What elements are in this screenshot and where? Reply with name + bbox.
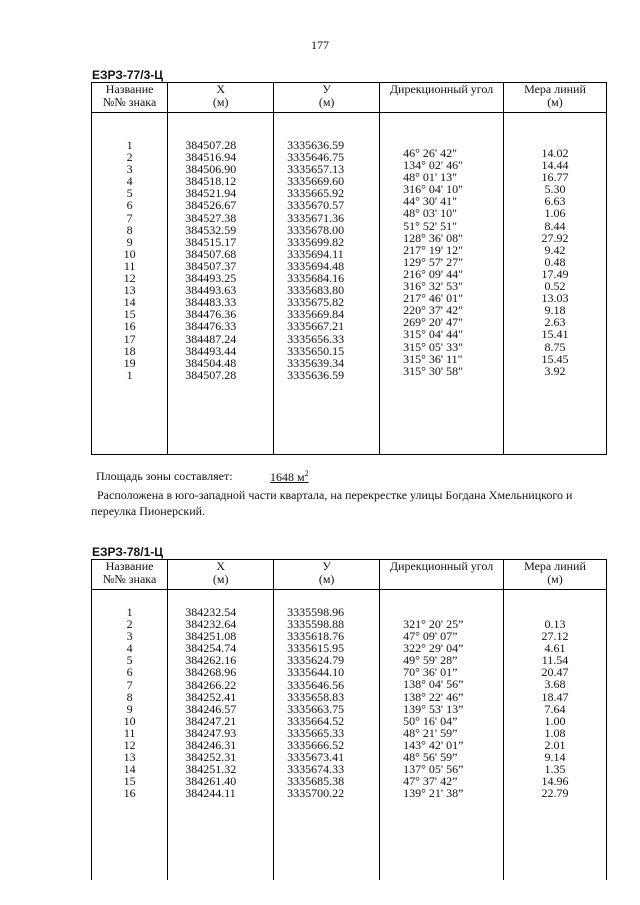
x-value: 384251.08 — [185, 629, 237, 644]
x-value: 384252.41 — [185, 689, 237, 704]
line-length: 20.47 — [541, 665, 569, 680]
point-number: 13 — [123, 750, 136, 765]
direction-angle: 315° 04' 44" — [403, 327, 463, 342]
y-value: 3335670.57 — [287, 198, 345, 213]
y-value: 3335685.38 — [287, 774, 345, 789]
direction-angle: 44° 30' 41" — [403, 194, 457, 209]
x-value: 384516.94 — [185, 150, 237, 165]
y-value: 3335665.92 — [287, 186, 345, 201]
x-value: 384527.38 — [185, 210, 237, 225]
line-length: 3.68 — [544, 677, 566, 692]
point-number: 16 — [123, 786, 136, 801]
header-y: У (м) — [274, 83, 380, 113]
y-value: 3335675.82 — [287, 295, 345, 310]
line-length: 0.52 — [544, 279, 566, 294]
x-value: 384532.59 — [185, 222, 237, 237]
point-number: 1 — [126, 605, 133, 619]
point-number: 2 — [126, 150, 133, 165]
x-value: 384487.24 — [185, 331, 237, 346]
x-value: 384507.37 — [185, 258, 237, 273]
direction-angle: 315° 05' 33" — [403, 339, 463, 354]
area-value: 1648 $м^2$ — [270, 469, 309, 484]
point-number: 5 — [126, 653, 133, 668]
x-column — [168, 113, 274, 455]
point-number: 19 — [123, 355, 136, 370]
x-value: 384268.96 — [185, 665, 237, 680]
line-length: 6.63 — [544, 194, 566, 209]
point-number: 8 — [126, 689, 133, 704]
y-value: 3335694.11 — [287, 246, 344, 261]
header-direction-angle: Дирекционный угол — [380, 560, 504, 590]
y-value: 3335664.52 — [287, 713, 345, 728]
y-value: 3335598.88 — [287, 617, 345, 632]
line-length: 7.64 — [544, 701, 566, 716]
line-length: 2.01 — [544, 737, 566, 752]
direction-angle: 269° 20' 47" — [403, 315, 463, 330]
x-value: 384246.57 — [185, 701, 237, 716]
direction-angle: 137° 05' 56” — [403, 762, 464, 777]
line-length: 14.44 — [541, 158, 569, 173]
direction-angle: 217° 19' 12" — [403, 242, 463, 257]
line-length: 18.47 — [541, 689, 569, 704]
angle-column — [380, 590, 504, 880]
point-number: 16 — [123, 319, 136, 334]
line-length: 14.02 — [541, 146, 569, 160]
direction-angle: 51° 52' 51" — [403, 218, 457, 233]
point-number: 13 — [123, 283, 136, 298]
y-value: 3335646.56 — [287, 677, 345, 692]
line-length: 0.48 — [544, 254, 566, 269]
direction-angle: 216° 09' 44" — [403, 266, 463, 281]
x-value: 384262.16 — [185, 653, 237, 668]
line-length: 1.06 — [544, 206, 566, 221]
page-number: 177 — [311, 38, 329, 52]
coordinates-table-2 — [91, 559, 607, 880]
header-name: Название №№ знака — [92, 83, 168, 113]
x-value: 384244.11 — [185, 786, 236, 801]
line-length: 5.30 — [544, 182, 566, 197]
direction-angle: 128° 36' 08" — [403, 230, 463, 245]
line-length: 2.63 — [544, 315, 566, 330]
point-number: 10 — [123, 713, 136, 728]
point-number: 7 — [126, 210, 133, 225]
point-number: 11 — [123, 725, 136, 740]
y-value: 3335615.95 — [287, 641, 345, 656]
point-number: 4 — [126, 641, 133, 656]
x-value: 384493.25 — [185, 271, 237, 286]
line-length: 11.54 — [541, 653, 569, 668]
line-length: 9.14 — [544, 750, 566, 765]
point-number: 7 — [126, 677, 133, 692]
x-value: 384521.94 — [185, 186, 237, 201]
line-length: 1.00 — [544, 713, 566, 728]
x-value: 384476.33 — [185, 319, 237, 334]
y-value: 3335644.10 — [287, 665, 345, 680]
line-length: 1.35 — [544, 762, 566, 777]
point-number: 2 — [126, 617, 133, 632]
point-number: 1 — [126, 367, 133, 382]
x-value: 384504.48 — [185, 355, 237, 370]
direction-angle: 143° 42' 01” — [403, 737, 464, 752]
y-value: 3335657.13 — [287, 162, 345, 177]
point-number: 14 — [123, 295, 136, 310]
point-number: 12 — [123, 738, 136, 753]
direction-angle: 48° 03' 10" — [403, 206, 457, 221]
point-number: 18 — [123, 343, 136, 358]
point-number: 8 — [126, 222, 133, 237]
y-value: 3335674.33 — [287, 762, 345, 777]
line-length: 9.42 — [544, 242, 566, 257]
points-column — [92, 590, 168, 880]
direction-angle: 139° 21' 38” — [403, 786, 464, 801]
header-x: Х (м) — [168, 83, 274, 113]
line-length: 13.03 — [541, 291, 569, 306]
line-length: 22.79 — [541, 786, 569, 801]
direction-angle: 315° 30' 58" — [403, 363, 463, 378]
x-value: 384252.31 — [185, 750, 237, 765]
angle-column — [380, 113, 504, 455]
direction-angle: 48° 56' 59” — [403, 750, 458, 765]
direction-angle: 47° 09' 07” — [403, 629, 458, 644]
y-value: 3335694.48 — [287, 258, 345, 273]
section-title-2: ЕЗРЗ-78/1-Ц — [92, 545, 163, 559]
length-column — [503, 590, 606, 880]
line-length: 8.75 — [544, 339, 566, 354]
x-value: 384526.67 — [185, 198, 237, 213]
line-length: 9.18 — [544, 303, 566, 318]
header-line-length: Мера линий (м) — [503, 83, 606, 113]
line-length: 8.44 — [544, 218, 566, 233]
coordinates-table-1 — [91, 82, 607, 455]
line-length: 3.92 — [544, 363, 566, 378]
y-column — [274, 113, 380, 455]
point-number: 3 — [126, 162, 133, 177]
line-length: 4.61 — [544, 641, 566, 656]
points-column — [92, 113, 168, 455]
y-value: 3335639.34 — [287, 355, 345, 370]
y-value: 3335699.82 — [287, 234, 345, 249]
y-value: 3335667.21 — [287, 319, 345, 334]
y-value: 3335663.75 — [287, 701, 345, 716]
line-length: 15.45 — [541, 351, 569, 366]
y-value: 3335658.83 — [287, 689, 345, 704]
point-number: 1 — [126, 138, 133, 152]
y-value: 3335671.36 — [287, 210, 345, 225]
line-length: 15.41 — [541, 327, 569, 342]
x-value: 384247.93 — [185, 725, 237, 740]
x-value: 384232.64 — [185, 617, 237, 632]
y-value: 3335666.52 — [287, 738, 345, 753]
line-length: 27.92 — [541, 230, 569, 245]
direction-angle: 316° 04' 10" — [403, 182, 463, 197]
direction-angle: 129° 57' 27" — [403, 254, 463, 269]
section-title-1: ЕЗРЗ-77/3-Ц — [92, 68, 163, 82]
direction-angle: 48° 01' 13" — [403, 170, 457, 185]
y-value: 3335669.84 — [287, 307, 345, 322]
y-value: 3335669.60 — [287, 174, 345, 189]
direction-angle: 139° 53' 13” — [403, 701, 464, 716]
x-value: 384266.22 — [185, 677, 237, 692]
x-column — [168, 590, 274, 880]
x-value: 384518.12 — [185, 174, 237, 189]
point-number: 17 — [123, 331, 136, 346]
header-name: Название №№ знака — [92, 560, 168, 590]
line-length: 0.13 — [544, 617, 566, 631]
y-value: 3335646.75 — [287, 150, 345, 165]
point-number: 15 — [123, 307, 136, 322]
x-value: 384261.40 — [185, 774, 237, 789]
direction-angle: 217° 46' 01" — [403, 291, 463, 306]
x-value: 384507.28 — [185, 138, 237, 152]
header-x: Х (м) — [168, 560, 274, 590]
direction-angle: 220° 37' 42" — [403, 303, 463, 318]
direction-angle: 48° 21' 59” — [403, 725, 458, 740]
point-number: 5 — [126, 186, 133, 201]
point-number: 12 — [123, 271, 136, 286]
x-value: 384507.28 — [185, 367, 237, 382]
y-value: 3335673.41 — [287, 750, 345, 765]
direction-angle: 47° 37' 42” — [403, 774, 458, 789]
line-length: 16.77 — [541, 170, 569, 185]
x-value: 384515.17 — [185, 234, 237, 249]
point-number: 11 — [123, 258, 136, 273]
y-value: 3335618.76 — [287, 629, 345, 644]
y-value: 3335636.59 — [287, 367, 345, 382]
header-line-length: Мера линий (м) — [503, 560, 606, 590]
line-length: 14.96 — [541, 774, 569, 789]
direction-angle: 315° 36' 11" — [403, 351, 463, 366]
length-column — [503, 113, 606, 455]
area-label: Площадь зоны составляет: — [96, 469, 233, 483]
header-y: У (м) — [274, 560, 380, 590]
point-number: 15 — [123, 774, 136, 789]
x-value: 384493.63 — [185, 283, 237, 298]
direction-angle: 138° 22' 46” — [403, 689, 464, 704]
line-length: 27.12 — [541, 629, 569, 644]
line-length: 17.49 — [541, 266, 569, 281]
direction-angle: 46° 26' 42" — [403, 146, 457, 160]
y-value: 3335624.79 — [287, 653, 345, 668]
direction-angle: 321° 20' 25” — [403, 617, 464, 631]
y-value: 3335656.33 — [287, 331, 345, 346]
x-value: 384506.90 — [185, 162, 237, 177]
header-direction-angle: Дирекционный угол — [380, 83, 504, 113]
point-number: 9 — [126, 701, 133, 716]
x-value: 384507.68 — [185, 246, 237, 261]
x-value: 384247.21 — [185, 713, 237, 728]
direction-angle: 322° 29' 04” — [403, 641, 464, 656]
x-value: 384232.54 — [185, 605, 237, 619]
direction-angle: 316° 32' 53" — [403, 279, 463, 294]
x-value: 384254.74 — [185, 641, 237, 656]
location-description: Расположена в юго-западной части квартала, на перекрестке улицы Богдана Хмельницкого и переулка Пионерский. — [91, 488, 573, 518]
direction-angle: 134° 02' 46" — [403, 158, 463, 173]
y-value: 3335683.80 — [287, 283, 345, 298]
point-number: 9 — [126, 234, 133, 249]
direction-angle: 50° 16' 04” — [403, 713, 458, 728]
y-column — [274, 590, 380, 880]
direction-angle: 138° 04' 56” — [403, 677, 464, 692]
line-length: 1.08 — [544, 725, 566, 740]
y-value: 3335650.15 — [287, 343, 345, 358]
y-value: 3335684.16 — [287, 271, 345, 286]
x-value: 384476.36 — [185, 307, 237, 322]
direction-angle: 70° 36' 01” — [403, 665, 458, 680]
point-number: 10 — [123, 246, 136, 261]
x-value: 384493.44 — [185, 343, 237, 358]
x-value: 384251.32 — [185, 762, 237, 777]
point-number: 6 — [126, 198, 133, 213]
point-number: 14 — [123, 762, 136, 777]
y-value: 3335665.33 — [287, 725, 345, 740]
y-value: 3335678.00 — [287, 222, 345, 237]
x-value: 384246.31 — [185, 738, 237, 753]
point-number: 6 — [126, 665, 133, 680]
direction-angle: 49° 59' 28” — [403, 653, 458, 668]
y-value: 3335598.96 — [287, 605, 345, 619]
y-value: 3335700.22 — [287, 786, 345, 801]
x-value: 384483.33 — [185, 295, 237, 310]
y-value: 3335636.59 — [287, 138, 345, 152]
point-number: 3 — [126, 629, 133, 644]
point-number: 4 — [126, 174, 133, 189]
